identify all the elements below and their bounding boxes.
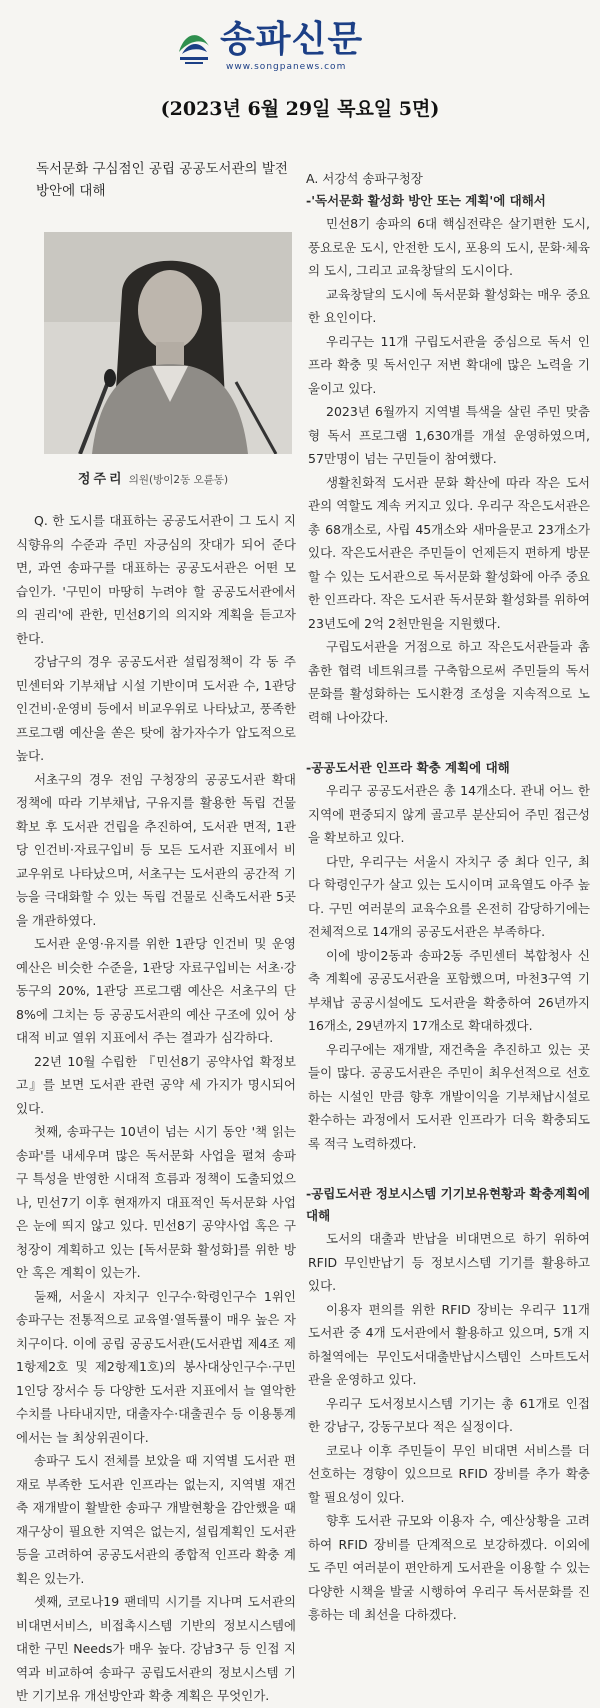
answer-paragraph: 코로나 이후 주민들이 무인 비대면 서비스를 더 선호하는 경향이 있으므로 RFID 장비를 추가 확충할 필요성이 있다. (308, 1442, 590, 1505)
answer-paragraph: 향후 도서관 규모와 이용자 수, 예산상황을 고려하여 RFID 장비를 단계적으로 보강하겠다. 이외에도 주민 여러분이 편안하게 도서관을 이용할 수 있는 다양한 시책을 발굴 시행하여 우리구 독서문화를 진흥하는 데 최선을 다하겠다. (308, 1513, 590, 1622)
councilor-role: 의원(방이2동 오륜동) (128, 474, 229, 486)
question-paragraph: 둘째, 서울시 자치구 인구수·학령인구수 1위인 송파구는 전통적으로 교육열·열독률이 매우 높은 자치구이다. 이에 공립 공공도서관(도서관법 제4조 제1항제2호 및 제2항제1호)의 봉사대상인구수·구민 1인당 장서수 등 다양한 도서관 지표에서 늘 열악한 수치를 나타내지만, 대출자수·대출권수 등 이용통계에서는 늘 최상위권이다. (16, 1288, 296, 1445)
question-paragraph: 셋째, 코로나19 팬데믹 시기를 지나며 도서관의 비대면서비스, 비접촉시스템 기반의 정보시스템에 대한 구민 Needs가 매우 높다. 강남3구 등 인접 지역과 비교하여 송파구 공립도서관의 정보시스템 기반 기기보유 개선방안과 확충 계획은 무엇인가. (16, 1594, 296, 1703)
section-heading: -공립도서관 정보시스템 기기보유현황과 확충계획에 대해 (306, 1186, 590, 1223)
question-paragraph: Q. 한 도시를 대표하는 공공도서관이 그 도시 지식향유의 수준과 주민 자긍심의 잣대가 되어 준다면, 과연 송파구를 대표하는 공공도서관은 어떤 모습인가. '구민이 마땅히 누려야 할 공공도서관에서의 권리'에 관한, 민선8기의 의지와 계획을 듣고자 한다. (16, 513, 296, 646)
question-paragraph: 22년 10월 수립한 『민선8기 공약사업 확정보고』를 보면 도서관 관련 공약 세 가지가 명시되어 있다. (16, 1053, 296, 1116)
section-spacer (300, 1155, 592, 1183)
councilor-name: 정주리 (77, 472, 125, 487)
answer-paragraph: 교육창달의 도시에 독서문화 활성화는 매우 중요한 요인이다. (308, 286, 590, 325)
answer-paragraph: 우리구에는 재개발, 재건축을 추진하고 있는 곳들이 많다. 공공도서관은 주민이 최우선적으로 선호하는 시설인 만큼 향후 개발이익을 기부채납시설로 환수하는 과정에서 도서관 인프라가 더욱 확충되도록 적극 노력하겠다. (308, 1041, 590, 1151)
left-column (8, 158, 298, 1708)
newspaper-url: www.songpanews.com (226, 62, 347, 72)
section-heading: -공공도서관 인프라 확충 계획에 대해 (306, 760, 510, 775)
right-column (300, 168, 592, 1627)
answer-paragraph: 구립도서관을 거점으로 하고 작은도서관들과 촘촘한 협력 네트워크를 구축함으로써 주민들의 독서문화를 활성화하는 도시환경 조성을 지속적으로 노력해 나아갔다. (308, 639, 590, 725)
answer-paragraph: 민선8기 송파의 6대 핵심전략은 살기편한 도시, 풍요로운 도시, 안전한 도시, 포용의 도시, 문화·체육의 도시, 그리고 교육창달의 도시이다. (308, 216, 590, 278)
answer-paragraph: 2023년 6월까지 지역별 특색을 살린 주민 맞춤형 독서 프로그램 1,630개를 개설 운영하였으며, 57만명이 넘는 구민들이 참여했다. (308, 404, 590, 466)
answer-heading: A. 서강석 송파구청장 (306, 171, 423, 186)
question-title: 독서문화 구심점인 공립 공공도서관의 발전방안에 대해 (36, 161, 288, 199)
answer-paragraph: 우리구 도서정보시스템 기기는 총 61개로 인접한 강남구, 강동구보다 적은 실정이다. (308, 1395, 590, 1434)
section-heading: -'독서문화 활성화 방안 또는 계획'에 대해서 (306, 193, 546, 208)
answer-paragraph: 우리구는 11개 구립도서관을 중심으로 독서 인프라 확충 및 독서인구 저변 확대에 많은 노력을 기울이고 있다. (308, 333, 590, 396)
question-paragraph: 도서관 운영·유지를 위한 1관당 인건비 및 운영 예산은 비슷한 수준을, 1관당 자료구입비는 서초·강동구의 20%, 1관당 프로그램 예산은 서초구의 단 8%에 그치는 등 공공도서관의 예산 구조에 있어 상대적 비교 열위 지표에서 주는 결과가 심각하다. (16, 936, 296, 1045)
section-spacer (300, 729, 592, 757)
question-paragraph: 첫째, 송파구는 10년이 넘는 시기 동안 '책 읽는 송파'를 내세우며 많은 독서문화 사업을 펼쳐 송파구 특성을 반영한 시대적 흐름과 정책이 도출되었으나, 민선7기 이후 현재까지 대표적인 독서문화 사업은 눈에 띄지 않고 있다. 민선8기 공약사업 혹은 구청장이 계획하고 있는 [독서문화 활성화]를 위한 방안 혹은 계획이 있는가. (16, 1124, 296, 1280)
answer-paragraph: 우리구 공공도서관은 총 14개소다. 관내 어느 한 지역에 편중되지 않게 골고루 분산되어 주민 접근성을 확보하고 있다. (308, 783, 590, 845)
photo-caption (8, 468, 298, 487)
question-paragraph: 서초구의 경우 전임 구청장의 공공도서관 확대 정책에 따라 기부채납, 구유지를 활용한 독립 건물 확보 후 도서관 건립을 추진하여, 도서관 면적, 1관당 인건비·자료구입비 등 모든 도서관 지표에서 비교우위로 나타났으며, 서초구는 도서관의 공간적 기능을 극대화할 수 있는 독립 건물로 신축도서관 5곳을 개관하였다. (16, 771, 296, 928)
newspaper-title: 송파신문 (220, 19, 364, 60)
issue-dateline: (2023년 6월 29일 목요일 5면) (160, 98, 440, 120)
masthead (0, 14, 600, 74)
newspaper-logo-icon (176, 24, 212, 66)
answer-paragraph: 도서의 대출과 반납을 비대면으로 하기 위하여 RFID 무인반납기 등 정보시스템 기기를 활용하고 있다. (308, 1231, 590, 1293)
councilor-photo (44, 232, 292, 454)
answer-paragraph: 생활친화적 도서관 문화 확산에 따라 작은 도서관의 역할도 계속 커지고 있다. 우리구 작은도서관은 총 68개소로, 사립 45개소와 새마을문고 23개소가 있다. 작은도서관은 주민들이 언제든지 편하게 방문할 수 있는 도서관으로 독서문화 활성화에 아주 중요한 인프라다. 작은 도서관 독서문화 활성화를 위하여 23년도에 2억 2천만원을 지원했다. (308, 474, 590, 631)
answer-paragraph: 다만, 우리구는 서울시 자치구 중 최다 인구, 최다 학령인구가 살고 있는 도시이며 교육열도 아주 높다. 구민 여러분의 교육수요를 온전히 감당하기에는 전체적으로 14개의 공공도서관은 부족하다. (308, 853, 590, 939)
answer-paragraph: 이에 방이2동과 송파2동 주민센터 복합청사 신축 계획에 공공도서관을 포함했으며, 마천3구역 기부채납 공공시설에도 도서관을 확충하여 26년까지 16개소, 29년까지 17개소로 확대하겠다. (308, 947, 590, 1033)
portrait-image (44, 232, 292, 454)
question-paragraph: 송파구 도시 전체를 보았을 때 지역별 도서관 편재로 부족한 도서관 인프라는 없는지, 지역별 재건축 재개발이 활발한 송파구 개발현황을 감안했을 때 재구상이 필요한 지역은 없는지, 설립계획인 도서관 등을 고려하여 공공도서관의 종합적 인프라 확충 계획은 있는가. (16, 1453, 296, 1586)
answer-paragraph: 이용자 편의를 위한 RFID 장비는 우리구 11개 도서관 중 4개 도서관에서 활용하고 있으며, 5개 지하철역에는 무인도서대출반납시스템인 스마트도서관을 운영하고 있다. (308, 1301, 590, 1387)
question-paragraph: 강남구의 경우 공공도서관 설립정책이 각 동 주민센터와 기부채납 시설 기반이며 도서관 수, 1관당 인건비·운영비 등에서 비교우위로 나타났고, 풍족한 프로그램 예산을 쏟은 탓에 참가자수가 압도적으로 높다. (16, 654, 296, 763)
